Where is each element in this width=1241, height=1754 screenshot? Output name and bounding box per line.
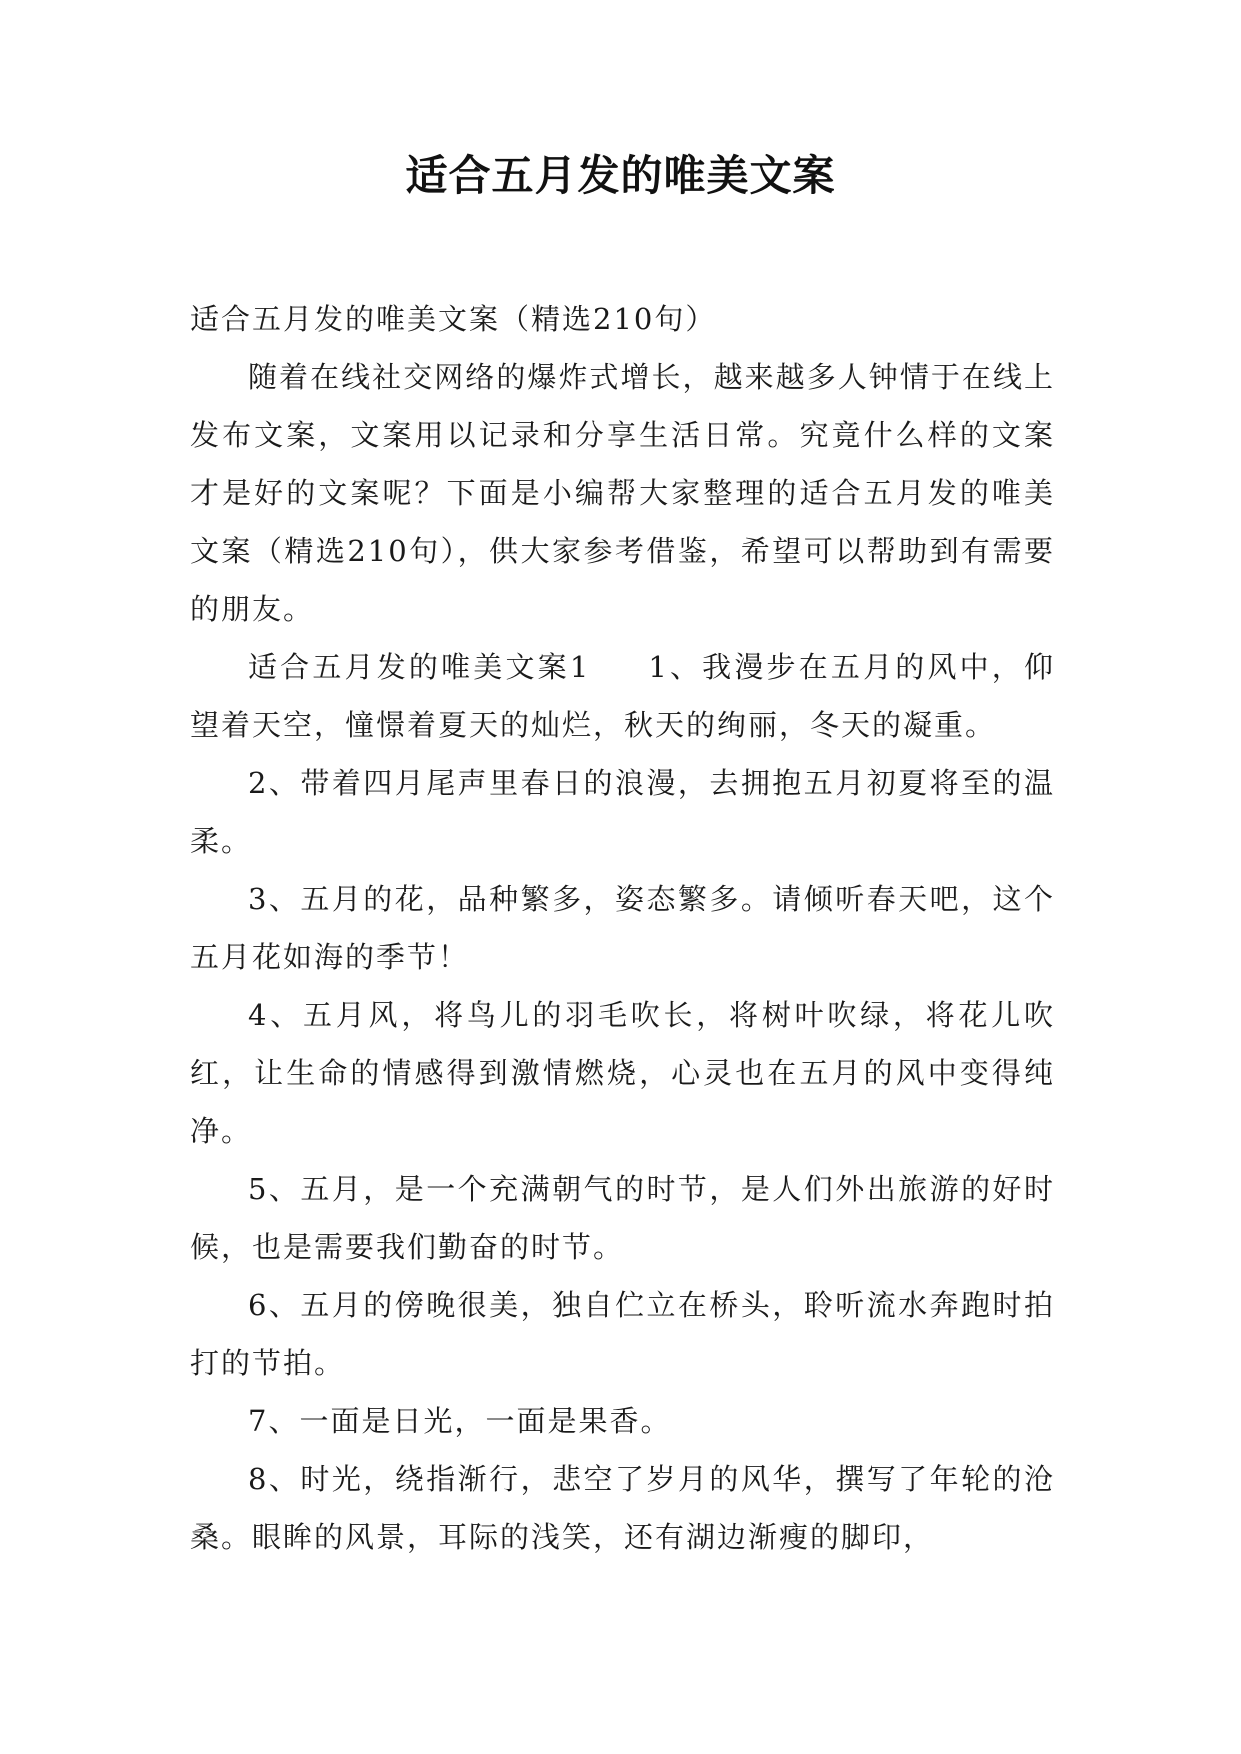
list-item-5: 5、五月，是一个充满朝气的时节，是人们外出旅游的好时候，也是需要我们勤奋的时节。: [190, 1172, 1055, 1264]
section-heading: 适合五月发的唯美文案1: [248, 650, 591, 684]
section-first-paragraph: [190, 638, 1055, 754]
list-item-1: 1、我漫步在五月的风中，仰望着天空，憧憬着夏天的灿烂，秋天的绚丽，冬天的凝重。: [190, 650, 1055, 742]
document-title: 适合五月发的唯美文案: [405, 151, 836, 200]
list-item-8: 8、时光，绕指渐行，悲空了岁月的风华，撰写了年轮的沧桑。眼眸的风景，耳际的浅笑，还有湖边渐瘦的脚印，: [190, 1462, 1055, 1554]
document-body: [190, 290, 1055, 1566]
document-subtitle: 适合五月发的唯美文案（精选210句）: [190, 302, 717, 336]
list-item-4: 4、五月风，将鸟儿的羽毛吹长，将树叶吹绿，将花儿吹红，让生命的情感得到激情燃烧，心灵也在五月的风中变得纯净。: [190, 998, 1055, 1148]
list-item-2: 2、带着四月尾声里春日的浪漫，去拥抱五月初夏将至的温柔。: [190, 766, 1055, 858]
list-item-6: 6、五月的傍晚很美，独自伫立在桥头，聆听流水奔跑时拍打的节拍。: [190, 1288, 1055, 1380]
list-item-3: 3、五月的花，品种繁多，姿态繁多。请倾听春天吧，这个五月花如海的季节！: [190, 882, 1055, 974]
list-item-7: 7、一面是日光，一面是果香。: [248, 1404, 672, 1438]
intro-paragraph: 随着在线社交网络的爆炸式增长，越来越多人钟情于在线上发布文案，文案用以记录和分享生活日常。究竟什么样的文案才是好的文案呢？下面是小编帮大家整理的适合五月发的唯美文案（精选210句），供大家参考借鉴，希望可以帮助到有需要的朋友。: [190, 360, 1055, 626]
